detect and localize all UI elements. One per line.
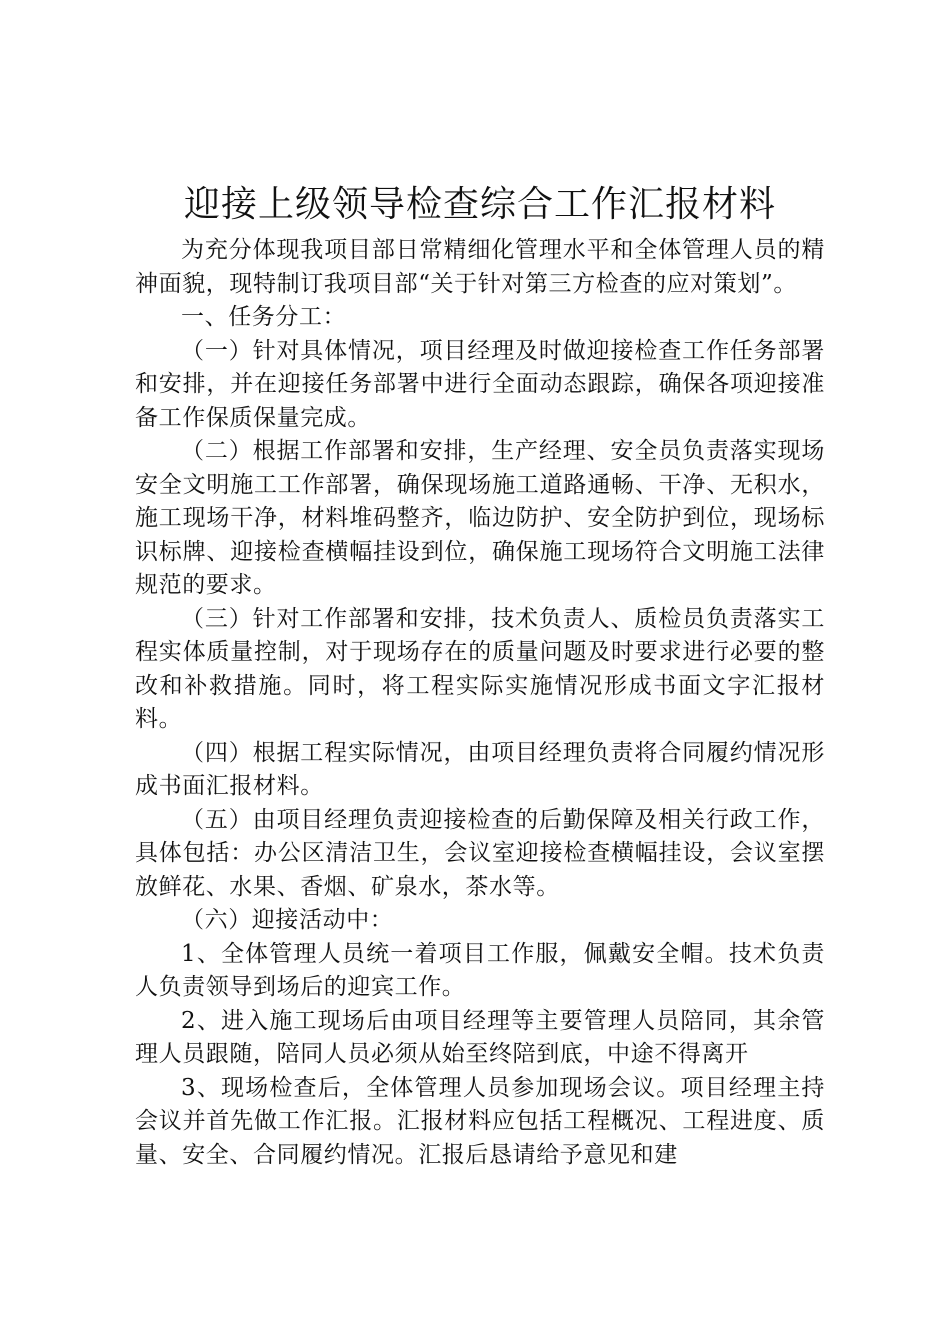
- paragraph-item-5: （五）由项目经理负责迎接检查的后勤保障及相关行政工作，具体包括：办公区清洁卫生，会议室迎接检查横幅挂设，会议室摆放鲜花、水果、香烟、矿泉水，茶水等。: [135, 806, 825, 900]
- paragraph-item-4: （四）根据工程实际情况，由项目经理负责将合同履约情况形成书面汇报材料。: [135, 739, 825, 799]
- paragraph-subitem-3: 3、现场检查后，全体管理人员参加现场会议。项目经理主持会议并首先做工作汇报。汇报材料应包括工程概况、工程进度、质量、安全、合同履约情况。汇报后恳请给予意见和建: [135, 1074, 825, 1168]
- paragraph-subitem-1: 1、全体管理人员统一着项目工作服，佩戴安全帽。技术负责人负责领导到场后的迎宾工作。: [135, 940, 825, 1000]
- paragraph-item-2: （二）根据工作部署和安排，生产经理、安全员负责落实现场安全文明施工工作部署，确保现场施工道路通畅、干净、无积水，施工现场干净，材料堆码整齐，临边防护、安全防护到位，现场标识标牌、迎接检查横幅挂设到位，确保施工现场符合文明施工法律规范的要求。: [135, 438, 825, 598]
- paragraph-intro: 为充分体现我项目部日常精细化管理水平和全体管理人员的精神面貌，现特制订我项目部“关于针对第三方检查的应对策划”。: [135, 237, 825, 297]
- document-page: [135, 180, 825, 1172]
- document-title: 迎接上级领导检查综合工作汇报材料: [183, 184, 776, 225]
- paragraph-item-1: （一）针对具体情况，项目经理及时做迎接检查工作任务部署和安排，并在迎接任务部署中进行全面动态跟踪，确保各项迎接准备工作保质保量完成。: [135, 337, 825, 431]
- paragraph-item-6: （六）迎接活动中：: [181, 907, 394, 933]
- paragraph-section-heading: 一、任务分工：: [181, 304, 347, 330]
- paragraph-subitem-2: 2、进入施工现场后由项目经理等主要管理人员陪同，其余管理人员跟随，陪同人员必须从始至终陪到底，中途不得离开: [135, 1007, 825, 1067]
- paragraph-item-3: （三）针对工作部署和安排，技术负责人、质检员负责落实工程实体质量控制，对于现场存在的质量问题及时要求进行必要的整改和补救措施。同时，将工程实际实施情况形成书面文字汇报材料。: [135, 605, 825, 732]
